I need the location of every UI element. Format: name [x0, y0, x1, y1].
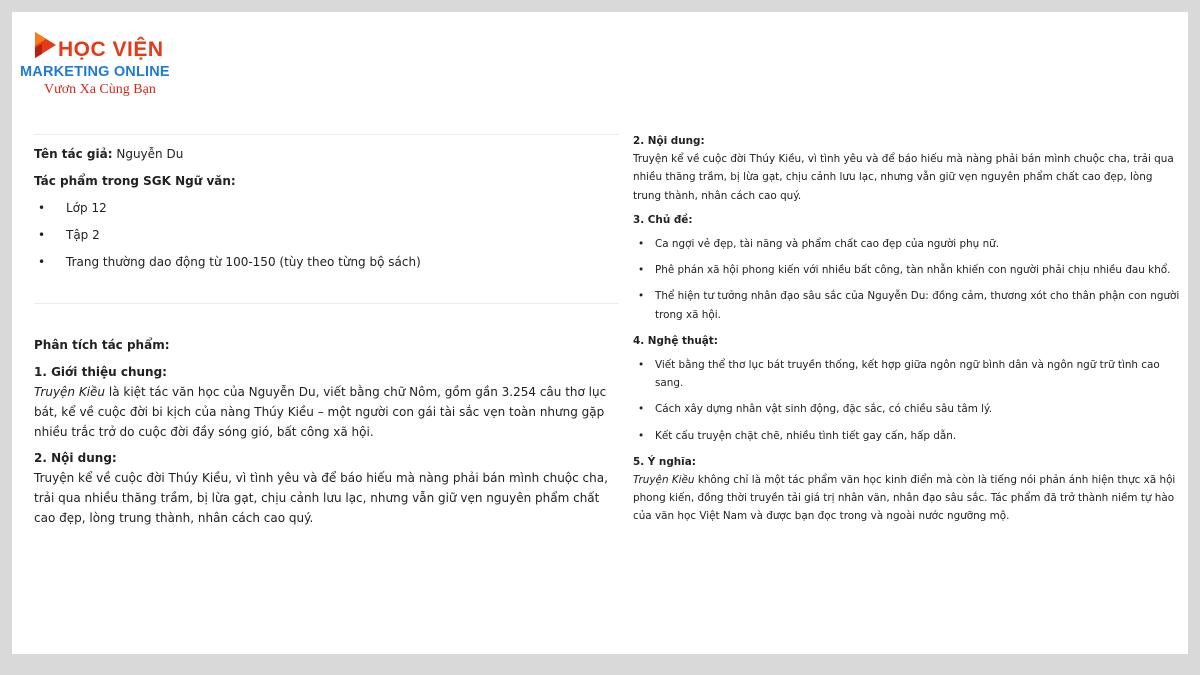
author-line [34, 144, 619, 164]
list-item: • Phê phán xã hội phong kiến với nhiều bất công, tàn nhẫn khiến con người phải chịu nhiều đau khổ. [633, 261, 1183, 279]
list-item: • Viết bằng thể thơ lục bát truyền thống, kết hợp giữa ngôn ngữ bình dân và ngôn ngữ trữ tình cao sang. [633, 356, 1183, 392]
author-value: Nguyễn Du [112, 147, 184, 161]
author-label: Tên tác giả: [34, 147, 113, 161]
logo-slogan: Vươn Xa Cùng Bạn [44, 82, 156, 97]
analysis-heading: Phân tích tác phẩm: [34, 338, 170, 352]
list-item: • Kết cấu truyện chặt chẽ, nhiều tình tiết gay cấn, hấp dẫn. [633, 427, 1183, 445]
list-item: • Trang thường dao động từ 100-150 (tùy theo từng bộ sách) [34, 252, 619, 272]
page-frame [12, 12, 1188, 654]
right-column [633, 132, 1183, 526]
theme-heading: 3. Chủ đề: [633, 213, 693, 226]
left-column [34, 134, 619, 528]
brand-logo[interactable] [20, 28, 200, 108]
textbook-list [34, 198, 619, 272]
intro-body: là kiệt tác văn học của Nguyễn Du, viết bằng chữ Nôm, gồm gần 3.254 câu thơ lục bát, kể về cuộc đời bi kịch của nàng Thúy Kiều – một người con gái tài sắc vẹn toàn nhưng gặp nhiều trắc trở do cuộc đời đầy sóng gió, bất công xã hội. [34, 385, 607, 439]
list-item: • Thể hiện tư tưởng nhân đạo sâu sắc của Nguyễn Du: đồng cảm, thương xót cho thân phận con người trong xã hội. [633, 287, 1183, 323]
intro-paragraph [34, 382, 619, 442]
textbook-heading: Tác phẩm trong SGK Ngữ văn: [34, 174, 236, 188]
intro-work-title: Truyện Kiều [34, 385, 106, 399]
logo-subtitle: MARKETING ONLINE [20, 64, 170, 80]
list-item: • Lớp 12 [34, 198, 619, 218]
content-paragraph: Truyện kể về cuộc đời Thúy Kiều, vì tình yêu và để báo hiếu mà nàng phải bán mình chuộc cha, trải qua nhiều thăng trầm, bị lừa gạt, chịu cảnh lưu lạc, nhưng vẫn giữ vẹn nguyên phẩm chất cao đẹp, lòng trung thành, nhân cách cao quý. [34, 471, 608, 525]
list-item: • Cách xây dựng nhân vật sinh động, đặc sắc, có chiều sâu tâm lý. [633, 400, 1183, 418]
meaning-work-title: Truyện Kiều [633, 474, 695, 487]
play-logo-icon [32, 30, 58, 60]
intro-heading: 1. Giới thiệu chung: [34, 365, 167, 379]
art-heading: 4. Nghệ thuật: [633, 334, 718, 347]
list-item: • Ca ngợi vẻ đẹp, tài năng và phẩm chất cao đẹp của người phụ nữ. [633, 235, 1183, 253]
content-heading: 2. Nội dung: [34, 451, 117, 465]
meaning-heading: 5. Ý nghĩa: [633, 455, 696, 468]
art-list [633, 356, 1183, 445]
meaning-paragraph [633, 471, 1183, 526]
meaning-body: không chỉ là một tác phẩm văn học kinh điển mà còn là tiếng nói phản ánh hiện thực xã hội phong kiến, đồng thời truyền tải giá trị nhân văn, nhân đạo sâu sắc. Tác phẩm đã trở thành niềm tự hào của văn học Việt Nam và được bạn đọc trong và ngoài nước ngưỡng mộ. [633, 474, 1176, 523]
content-paragraph-right: Truyện kể về cuộc đời Thúy Kiều, vì tình yêu và để báo hiếu mà nàng phải bán mình chuộc cha, trải qua nhiều thăng trầm, bị lừa gạt, chịu cảnh lưu lạc, nhưng vẫn giữ vẹn nguyên phẩm chất cao đẹp, lòng trung thành, nhân cách cao quý. [633, 153, 1174, 202]
theme-list [633, 235, 1183, 324]
logo-title: HỌC VIỆN [58, 38, 164, 61]
list-item: • Tập 2 [34, 225, 619, 245]
content-heading-right: 2. Nội dung: [633, 135, 705, 147]
